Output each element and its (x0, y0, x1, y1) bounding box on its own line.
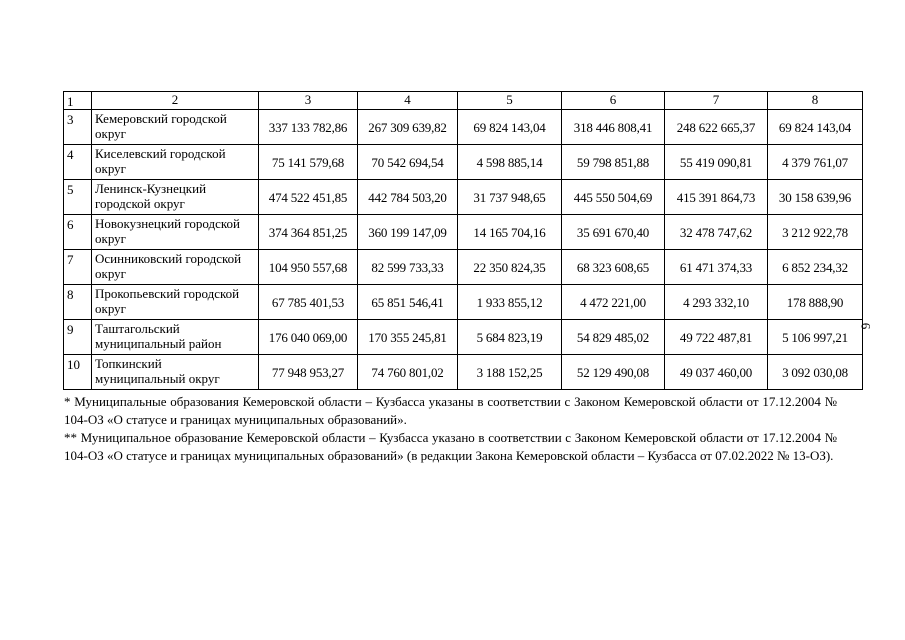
table-row (64, 110, 863, 145)
value-cell: 35 691 670,40 (562, 215, 665, 250)
header-cell: 7 (665, 92, 768, 110)
value-cell: 75 141 579,68 (259, 145, 358, 180)
value-cell: 22 350 824,35 (458, 250, 562, 285)
value-cell: 1 933 855,12 (458, 285, 562, 320)
table-header-row (64, 92, 863, 110)
municipality-name: Кемеровский городской округ (92, 110, 259, 145)
municipality-name: Топкинский муниципальный округ (92, 355, 259, 390)
header-cell: 3 (259, 92, 358, 110)
table-row (64, 215, 863, 250)
value-cell: 360 199 147,09 (358, 215, 458, 250)
municipality-name: Прокопьевский городской округ (92, 285, 259, 320)
value-cell: 69 824 143,04 (768, 110, 863, 145)
value-cell: 4 598 885,14 (458, 145, 562, 180)
value-cell: 54 829 485,02 (562, 320, 665, 355)
value-cell: 67 785 401,53 (259, 285, 358, 320)
municipality-name: Новокузнецкий городской округ (92, 215, 259, 250)
value-cell: 49 037 460,00 (665, 355, 768, 390)
value-cell: 104 950 557,68 (259, 250, 358, 285)
value-cell: 59 798 851,88 (562, 145, 665, 180)
municipality-name: Осинниковский городской округ (92, 250, 259, 285)
value-cell: 4 293 332,10 (665, 285, 768, 320)
value-cell: 415 391 864,73 (665, 180, 768, 215)
row-number: 9 (64, 320, 92, 355)
value-cell: 178 888,90 (768, 285, 863, 320)
header-cell: 6 (562, 92, 665, 110)
page-number: 6 (858, 322, 874, 330)
value-cell: 82 599 733,33 (358, 250, 458, 285)
footnote-2: ** Муниципальное образование Кемеровской области – Кузбасса указано в соответствии с Законом Кемеровской области от 17.12.2004 № 104-ОЗ «О статусе и границах муниципальных образований» (в редакции Закона Кемеровской области – Кузбасса от 07.02.2022 № 13-ОЗ). (64, 430, 837, 463)
value-cell: 77 948 953,27 (259, 355, 358, 390)
row-number: 4 (64, 145, 92, 180)
value-cell: 374 364 851,25 (259, 215, 358, 250)
footnote-1: * Муниципальные образования Кемеровской области – Кузбасса указаны в соответствии с Законом Кемеровской области от 17.12.2004 № 104-ОЗ «О статусе и границах муниципальных образований». (64, 394, 837, 427)
header-cell: 5 (458, 92, 562, 110)
municipality-name: Таштагольский муниципальный район (92, 320, 259, 355)
municipal-budget-table (63, 91, 863, 390)
table-row (64, 355, 863, 390)
row-number: 7 (64, 250, 92, 285)
value-cell: 68 323 608,65 (562, 250, 665, 285)
value-cell: 248 622 665,37 (665, 110, 768, 145)
value-cell: 5 106 997,21 (768, 320, 863, 355)
value-cell: 442 784 503,20 (358, 180, 458, 215)
value-cell: 31 737 948,65 (458, 180, 562, 215)
header-cell: 1 (64, 92, 92, 110)
row-number: 8 (64, 285, 92, 320)
value-cell: 69 824 143,04 (458, 110, 562, 145)
value-cell: 6 852 234,32 (768, 250, 863, 285)
value-cell: 4 379 761,07 (768, 145, 863, 180)
value-cell: 70 542 694,54 (358, 145, 458, 180)
footnotes (64, 393, 837, 465)
value-cell: 474 522 451,85 (259, 180, 358, 215)
value-cell: 337 133 782,86 (259, 110, 358, 145)
value-cell: 61 471 374,33 (665, 250, 768, 285)
table-row (64, 285, 863, 320)
value-cell: 3 212 922,78 (768, 215, 863, 250)
value-cell: 267 309 639,82 (358, 110, 458, 145)
table-row (64, 320, 863, 355)
header-cell: 4 (358, 92, 458, 110)
value-cell: 4 472 221,00 (562, 285, 665, 320)
value-cell: 49 722 487,81 (665, 320, 768, 355)
table-row (64, 145, 863, 180)
value-cell: 5 684 823,19 (458, 320, 562, 355)
value-cell: 3 188 152,25 (458, 355, 562, 390)
row-number: 5 (64, 180, 92, 215)
header-cell: 2 (92, 92, 259, 110)
municipality-name: Ленинск-Кузнецкий городской округ (92, 180, 259, 215)
value-cell: 32 478 747,62 (665, 215, 768, 250)
row-number: 6 (64, 215, 92, 250)
value-cell: 170 355 245,81 (358, 320, 458, 355)
table-row (64, 250, 863, 285)
value-cell: 318 446 808,41 (562, 110, 665, 145)
value-cell: 65 851 546,41 (358, 285, 458, 320)
value-cell: 52 129 490,08 (562, 355, 665, 390)
row-number: 10 (64, 355, 92, 390)
value-cell: 3 092 030,08 (768, 355, 863, 390)
value-cell: 30 158 639,96 (768, 180, 863, 215)
row-number: 3 (64, 110, 92, 145)
header-cell: 8 (768, 92, 863, 110)
value-cell: 445 550 504,69 (562, 180, 665, 215)
table-row (64, 180, 863, 215)
value-cell: 176 040 069,00 (259, 320, 358, 355)
value-cell: 74 760 801,02 (358, 355, 458, 390)
value-cell: 55 419 090,81 (665, 145, 768, 180)
municipality-name: Киселевский городской округ (92, 145, 259, 180)
value-cell: 14 165 704,16 (458, 215, 562, 250)
